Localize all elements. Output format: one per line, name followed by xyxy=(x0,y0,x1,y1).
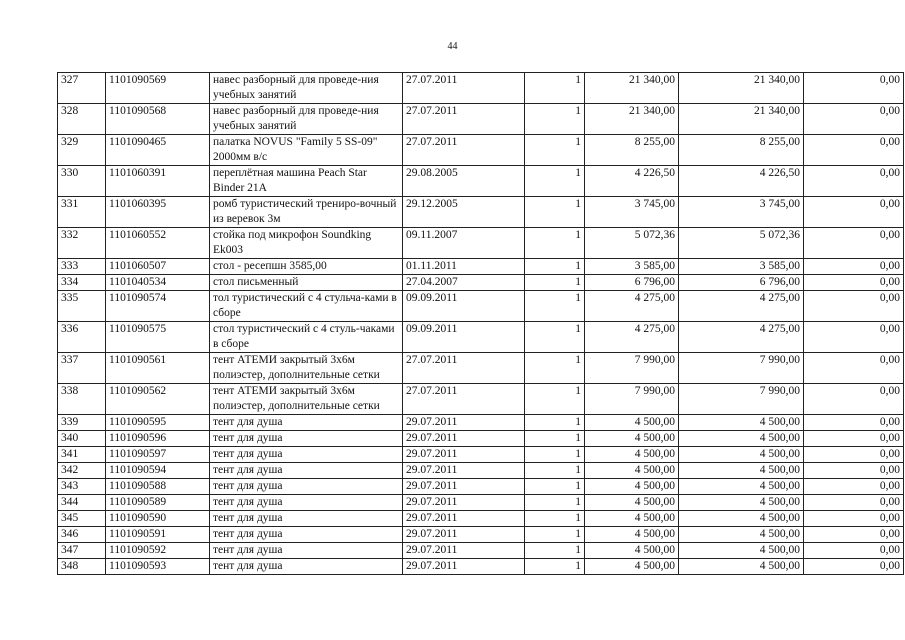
unit-price-cell: 7 990,00 xyxy=(585,384,679,415)
residual-value-cell: 0,00 xyxy=(804,353,904,384)
table-row xyxy=(58,275,904,291)
total-value-cell: 4 500,00 xyxy=(679,479,804,495)
residual-value-cell: 0,00 xyxy=(804,291,904,322)
item-name-cell: переплётная машина Peach Star Binder 21A xyxy=(210,166,403,197)
acquisition-date-cell: 29.07.2011 xyxy=(403,527,525,543)
unit-price-cell: 4 500,00 xyxy=(585,543,679,559)
table-row xyxy=(58,228,904,259)
quantity-cell: 1 xyxy=(525,495,585,511)
table-row xyxy=(58,431,904,447)
inventory-code-cell: 1101090596 xyxy=(106,431,210,447)
item-name-cell: стол - ресепшн 3585,00 xyxy=(210,259,403,275)
quantity-cell: 1 xyxy=(525,135,585,166)
inventory-code-cell: 1101090575 xyxy=(106,322,210,353)
table-row xyxy=(58,353,904,384)
acquisition-date-cell: 29.08.2005 xyxy=(403,166,525,197)
unit-price-cell: 6 796,00 xyxy=(585,275,679,291)
unit-price-cell: 3 745,00 xyxy=(585,197,679,228)
item-name-cell: тент для душа xyxy=(210,495,403,511)
acquisition-date-cell: 29.07.2011 xyxy=(403,543,525,559)
acquisition-date-cell: 29.07.2011 xyxy=(403,559,525,575)
quantity-cell: 1 xyxy=(525,275,585,291)
inventory-code-cell: 1101090574 xyxy=(106,291,210,322)
item-name-cell: тент АТЕМИ закрытый 3х6м полиэстер, дополнительные сетки xyxy=(210,384,403,415)
quantity-cell: 1 xyxy=(525,527,585,543)
row-number-cell: 327 xyxy=(58,73,106,104)
quantity-cell: 1 xyxy=(525,104,585,135)
table-row xyxy=(58,543,904,559)
residual-value-cell: 0,00 xyxy=(804,197,904,228)
total-value-cell: 4 275,00 xyxy=(679,291,804,322)
acquisition-date-cell: 29.07.2011 xyxy=(403,431,525,447)
quantity-cell: 1 xyxy=(525,259,585,275)
total-value-cell: 4 500,00 xyxy=(679,559,804,575)
inventory-code-cell: 1101090590 xyxy=(106,511,210,527)
item-name-cell: тол туристический с 4 стульча-ками в сборе xyxy=(210,291,403,322)
inventory-code-cell: 1101090589 xyxy=(106,495,210,511)
row-number-cell: 332 xyxy=(58,228,106,259)
table-row xyxy=(58,527,904,543)
acquisition-date-cell: 29.12.2005 xyxy=(403,197,525,228)
table-row xyxy=(58,511,904,527)
residual-value-cell: 0,00 xyxy=(804,559,904,575)
item-name-cell: стол письменный xyxy=(210,275,403,291)
table-row xyxy=(58,384,904,415)
table-row xyxy=(58,291,904,322)
acquisition-date-cell: 27.07.2011 xyxy=(403,384,525,415)
residual-value-cell: 0,00 xyxy=(804,104,904,135)
acquisition-date-cell: 29.07.2011 xyxy=(403,463,525,479)
unit-price-cell: 7 990,00 xyxy=(585,353,679,384)
quantity-cell: 1 xyxy=(525,197,585,228)
quantity-cell: 1 xyxy=(525,73,585,104)
row-number-cell: 339 xyxy=(58,415,106,431)
unit-price-cell: 4 500,00 xyxy=(585,495,679,511)
unit-price-cell: 21 340,00 xyxy=(585,104,679,135)
item-name-cell: стойка под микрофон Soundking Ek003 xyxy=(210,228,403,259)
inventory-code-cell: 1101060395 xyxy=(106,197,210,228)
item-name-cell: тент для душа xyxy=(210,479,403,495)
total-value-cell: 7 990,00 xyxy=(679,384,804,415)
row-number-cell: 341 xyxy=(58,447,106,463)
total-value-cell: 4 500,00 xyxy=(679,447,804,463)
total-value-cell: 7 990,00 xyxy=(679,353,804,384)
inventory-code-cell: 1101090465 xyxy=(106,135,210,166)
unit-price-cell: 4 500,00 xyxy=(585,479,679,495)
item-name-cell: ромб туристический трениро-вочный из веревок 3м xyxy=(210,197,403,228)
acquisition-date-cell: 29.07.2011 xyxy=(403,511,525,527)
row-number-cell: 338 xyxy=(58,384,106,415)
item-name-cell: тент для душа xyxy=(210,543,403,559)
item-name-cell: тент для душа xyxy=(210,511,403,527)
table-row xyxy=(58,197,904,228)
acquisition-date-cell: 29.07.2011 xyxy=(403,447,525,463)
unit-price-cell: 4 500,00 xyxy=(585,463,679,479)
table-row xyxy=(58,135,904,166)
row-number-cell: 342 xyxy=(58,463,106,479)
residual-value-cell: 0,00 xyxy=(804,543,904,559)
quantity-cell: 1 xyxy=(525,431,585,447)
inventory-code-cell: 1101090561 xyxy=(106,353,210,384)
acquisition-date-cell: 09.09.2011 xyxy=(403,291,525,322)
inventory-code-cell: 1101060507 xyxy=(106,259,210,275)
inventory-code-cell: 1101090569 xyxy=(106,73,210,104)
row-number-cell: 328 xyxy=(58,104,106,135)
inventory-code-cell: 1101090562 xyxy=(106,384,210,415)
inventory-code-cell: 1101060552 xyxy=(106,228,210,259)
unit-price-cell: 8 255,00 xyxy=(585,135,679,166)
residual-value-cell: 0,00 xyxy=(804,495,904,511)
acquisition-date-cell: 09.09.2011 xyxy=(403,322,525,353)
table-row xyxy=(58,463,904,479)
acquisition-date-cell: 27.07.2011 xyxy=(403,353,525,384)
table-row xyxy=(58,479,904,495)
inventory-code-cell: 1101060391 xyxy=(106,166,210,197)
residual-value-cell: 0,00 xyxy=(804,415,904,431)
page-number: 44 xyxy=(447,41,458,52)
total-value-cell: 4 275,00 xyxy=(679,322,804,353)
acquisition-date-cell: 27.07.2011 xyxy=(403,135,525,166)
acquisition-date-cell: 29.07.2011 xyxy=(403,479,525,495)
table-row xyxy=(58,559,904,575)
row-number-cell: 347 xyxy=(58,543,106,559)
residual-value-cell: 0,00 xyxy=(804,384,904,415)
row-number-cell: 329 xyxy=(58,135,106,166)
item-name-cell: тент для душа xyxy=(210,527,403,543)
table-row xyxy=(58,104,904,135)
residual-value-cell: 0,00 xyxy=(804,228,904,259)
inventory-code-cell: 1101090568 xyxy=(106,104,210,135)
total-value-cell: 4 500,00 xyxy=(679,463,804,479)
acquisition-date-cell: 27.07.2011 xyxy=(403,73,525,104)
residual-value-cell: 0,00 xyxy=(804,447,904,463)
unit-price-cell: 4 500,00 xyxy=(585,415,679,431)
row-number-cell: 330 xyxy=(58,166,106,197)
total-value-cell: 8 255,00 xyxy=(679,135,804,166)
inventory-code-cell: 1101090592 xyxy=(106,543,210,559)
item-name-cell: палатка NOVUS "Family 5 SS-09" 2000мм в/с xyxy=(210,135,403,166)
total-value-cell: 3 745,00 xyxy=(679,197,804,228)
unit-price-cell: 5 072,36 xyxy=(585,228,679,259)
item-name-cell: стол туристический с 4 стуль-чаками в сборе xyxy=(210,322,403,353)
total-value-cell: 4 500,00 xyxy=(679,495,804,511)
residual-value-cell: 0,00 xyxy=(804,463,904,479)
quantity-cell: 1 xyxy=(525,166,585,197)
residual-value-cell: 0,00 xyxy=(804,479,904,495)
quantity-cell: 1 xyxy=(525,415,585,431)
quantity-cell: 1 xyxy=(525,511,585,527)
table-row xyxy=(58,259,904,275)
unit-price-cell: 4 500,00 xyxy=(585,559,679,575)
table-row xyxy=(58,447,904,463)
item-name-cell: навес разборный для проведе-ния учебных занятий xyxy=(210,104,403,135)
total-value-cell: 21 340,00 xyxy=(679,73,804,104)
residual-value-cell: 0,00 xyxy=(804,431,904,447)
residual-value-cell: 0,00 xyxy=(804,135,904,166)
total-value-cell: 4 226,50 xyxy=(679,166,804,197)
residual-value-cell: 0,00 xyxy=(804,73,904,104)
residual-value-cell: 0,00 xyxy=(804,259,904,275)
row-number-cell: 348 xyxy=(58,559,106,575)
acquisition-date-cell: 01.11.2011 xyxy=(403,259,525,275)
quantity-cell: 1 xyxy=(525,447,585,463)
residual-value-cell: 0,00 xyxy=(804,511,904,527)
quantity-cell: 1 xyxy=(525,463,585,479)
item-name-cell: тент АТЕМИ закрытый 3х6м полиэстер, дополнительные сетки xyxy=(210,353,403,384)
quantity-cell: 1 xyxy=(525,559,585,575)
item-name-cell: тент для душа xyxy=(210,447,403,463)
total-value-cell: 4 500,00 xyxy=(679,543,804,559)
acquisition-date-cell: 27.07.2011 xyxy=(403,104,525,135)
row-number-cell: 340 xyxy=(58,431,106,447)
item-name-cell: тент для душа xyxy=(210,463,403,479)
row-number-cell: 346 xyxy=(58,527,106,543)
item-name-cell: тент для душа xyxy=(210,431,403,447)
quantity-cell: 1 xyxy=(525,291,585,322)
quantity-cell: 1 xyxy=(525,543,585,559)
row-number-cell: 334 xyxy=(58,275,106,291)
unit-price-cell: 4 500,00 xyxy=(585,511,679,527)
unit-price-cell: 4 500,00 xyxy=(585,447,679,463)
total-value-cell: 4 500,00 xyxy=(679,415,804,431)
inventory-code-cell: 1101040534 xyxy=(106,275,210,291)
total-value-cell: 21 340,00 xyxy=(679,104,804,135)
row-number-cell: 335 xyxy=(58,291,106,322)
total-value-cell: 4 500,00 xyxy=(679,527,804,543)
total-value-cell: 4 500,00 xyxy=(679,511,804,527)
residual-value-cell: 0,00 xyxy=(804,527,904,543)
residual-value-cell: 0,00 xyxy=(804,275,904,291)
table-row xyxy=(58,73,904,104)
inventory-code-cell: 1101090597 xyxy=(106,447,210,463)
total-value-cell: 6 796,00 xyxy=(679,275,804,291)
unit-price-cell: 21 340,00 xyxy=(585,73,679,104)
total-value-cell: 5 072,36 xyxy=(679,228,804,259)
row-number-cell: 344 xyxy=(58,495,106,511)
row-number-cell: 333 xyxy=(58,259,106,275)
quantity-cell: 1 xyxy=(525,228,585,259)
item-name-cell: тент для душа xyxy=(210,415,403,431)
acquisition-date-cell: 29.07.2011 xyxy=(403,415,525,431)
row-number-cell: 345 xyxy=(58,511,106,527)
row-number-cell: 336 xyxy=(58,322,106,353)
row-number-cell: 331 xyxy=(58,197,106,228)
inventory-code-cell: 1101090594 xyxy=(106,463,210,479)
total-value-cell: 4 500,00 xyxy=(679,431,804,447)
acquisition-date-cell: 09.11.2007 xyxy=(403,228,525,259)
unit-price-cell: 3 585,00 xyxy=(585,259,679,275)
quantity-cell: 1 xyxy=(525,384,585,415)
unit-price-cell: 4 275,00 xyxy=(585,291,679,322)
quantity-cell: 1 xyxy=(525,479,585,495)
table-row xyxy=(58,495,904,511)
quantity-cell: 1 xyxy=(525,322,585,353)
quantity-cell: 1 xyxy=(525,353,585,384)
unit-price-cell: 4 226,50 xyxy=(585,166,679,197)
inventory-code-cell: 1101090595 xyxy=(106,415,210,431)
row-number-cell: 343 xyxy=(58,479,106,495)
table-row xyxy=(58,166,904,197)
unit-price-cell: 4 500,00 xyxy=(585,527,679,543)
unit-price-cell: 4 500,00 xyxy=(585,431,679,447)
total-value-cell: 3 585,00 xyxy=(679,259,804,275)
residual-value-cell: 0,00 xyxy=(804,322,904,353)
item-name-cell: тент для душа xyxy=(210,559,403,575)
inventory-code-cell: 1101090593 xyxy=(106,559,210,575)
acquisition-date-cell: 29.07.2011 xyxy=(403,495,525,511)
residual-value-cell: 0,00 xyxy=(804,166,904,197)
inventory-code-cell: 1101090591 xyxy=(106,527,210,543)
unit-price-cell: 4 275,00 xyxy=(585,322,679,353)
inventory-table xyxy=(57,72,904,575)
table-row xyxy=(58,322,904,353)
inventory-code-cell: 1101090588 xyxy=(106,479,210,495)
item-name-cell: навес разборный для проведе-ния учебных занятий xyxy=(210,73,403,104)
row-number-cell: 337 xyxy=(58,353,106,384)
acquisition-date-cell: 27.04.2007 xyxy=(403,275,525,291)
table-row xyxy=(58,415,904,431)
